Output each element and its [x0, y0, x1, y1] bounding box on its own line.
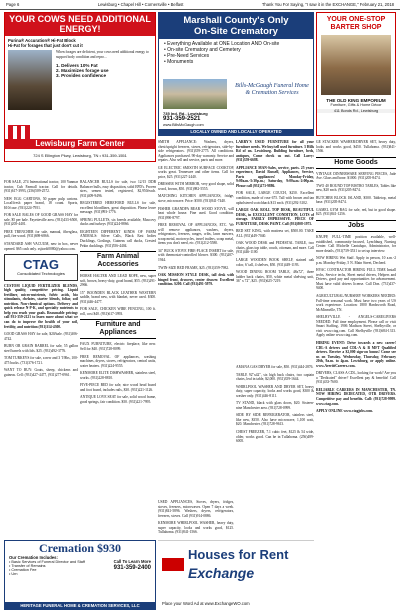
classified-ad: FOR SALE, LARGE COUCH, $250. Excellent condition, made of rose 675. Tall with brown and tan upholstered scotchback $13 each. (931)292-3102. — [236, 191, 314, 205]
classified-ad: LARGE WOODEN BOOK SHELF, stained oak color, 6' tall, 4 shelves, $50. (931)449-1193. — [236, 258, 314, 267]
classified-ad: LARGE OAK ROLL TOP DESK, BEAUTIFUL DESK, in EXCELLENT CONDITION, LOTS of storage. FAIRLY IMPRESSIVE. PIECE OF FURNITURE, DESK PAINT. Call (931)808-1975. — [236, 208, 314, 226]
classified-ad: TABLE 92"x42", six high back chairs, two captain chairs, leaf in table, $2,000. (931)359-1644. — [236, 372, 314, 382]
classified-ad: BED SET KING, with mattress set, $500.00. TAKE ALL (931)449-7040. — [236, 229, 314, 238]
marshall-footer: LOCALLY OWNED AND LOCALLY OPERATED — [159, 129, 313, 135]
classified-ad: AGRICULTURAL/NURSERY WORKERS NEEDED: Full-time seasonal work. Must have two years of US work experience. Location: 1800 Hardsworth Road, McMinnville, TN. — [316, 294, 396, 312]
marshall-list-4: • Monuments — [164, 59, 194, 65]
classified-ad: FOR SALE, 274 International tractor, 100 Yanmar tractor, Cub Farmall tractor. Call for details. (931)617-3993, (256)509-2572. — [4, 180, 78, 194]
classified-ad: WANT TO BUY: Goats, sheep, chickens and guineas. Cell: (931)427-4477, (931)277-0961. — [4, 368, 78, 377]
classified-ad: GAMEL GYM BAG for sale, red, but in good shape. $25. (931)841-1256. — [316, 207, 396, 217]
section-heading-jobs: Jobs — [316, 220, 396, 232]
barter-tagline: Furniture, Gifts & Home Décor — [330, 103, 382, 107]
cremation-title: Cremation $930 — [38, 541, 122, 555]
cows-ad-tagline: Hi-Fat for forages that just don't cut it — [8, 43, 83, 49]
classified-ad: LARRY'S USED FURNITURE for all your furniture needs. We buy/sell used furniture. 3 Hills Rd of on. Lewisburg. Building furniture, beds, antiques, Come check us out. Call Larry: (931)359-6688. — [236, 140, 314, 163]
cremation-phone: 931-359-2400 — [113, 565, 151, 571]
classified-ad: HIRING EVENT: Drive towards a new career! CDL-A drivers and CDL-A & B MFT Qualified drivers. Receive a $2,000 sign-on bonus! Come see us on Tuesday. Wednesday, Thursday, February 20th, 9a.m. to 4p.m. Lewisburg, or apply online. www.AverittCareers.com. — [316, 340, 396, 368]
classified-ad: SMITH APPLIANCE: Washers, dryers, chest/upright freezers, stoves, refrigerators, side-by-side refrigerators. (931)359-2775. All conditions. Appliances purchased. 90-day warranty. Service and repairs. Also sell and service, parts and more. — [158, 140, 234, 163]
classified-ad: STANDARD ASH VACUUM, new in box, never opened. $65 cash only. ssjiordi0080@yahoo.com. — [4, 242, 78, 251]
bills-mcgaugh-logo: Bills-McGaugh Funeral Home & Cremation Services — [235, 83, 309, 96]
classified-ad: FOR SALE BALES OF GOOD GRASS HAY for sale, $5 per bale. Fayetteville area. (931)433-6500, (931)205-4401. — [4, 213, 78, 227]
classified-ad: KNUPP, FULL-TIME position available, well-established, community-focused, Lynchburg Nursing Center. Call Michelle Cantalupo, Administrator, for more details, (931)739-3531 to set up interview. — [316, 235, 396, 253]
marshall-address: 735 Ind. Rd., Lewisburg — [163, 111, 208, 116]
classified-ad: APPLIANCE MAN-Sales, service, parts. 25 years experience, David Russell, Appliances, Service, Parts appliances! Monday-Friday, 9:00a.m.-5:30p.m.; Saturday, 9:00a.m.-2:00p.m. Please call (931)273-9886. — [236, 165, 314, 188]
farm-center-address: 724 S Ellington Pkwy, Lewisburg, TN • 931-359-1551 — [33, 153, 127, 158]
barter-title-2: BARTER SHOP — [330, 24, 382, 31]
cremation-item-3: • Cremation Fee — [9, 568, 37, 572]
store-photo — [321, 35, 391, 95]
classified-ad: TWO 40 ROUND TOP BISTRO TABLES, Tables like new, $20 each. (931)205-8474. — [316, 183, 396, 193]
classified-ad: 34" BUCK STOVE FIRE-PLACE INSERT for sale, with thermostat-controlled blower. $300. (931)207-1944. — [158, 248, 234, 263]
bills-mcgaugh-ad — [158, 12, 314, 136]
classified-ad: REGISTERED HEREFORD BULLS for sale, excellent bloodlines, great disposition. Please leave message. (931)993-1776. — [80, 201, 156, 215]
marshall-title-2: On-Site Crematory — [159, 26, 313, 39]
cremation-item-4: • Urn — [9, 572, 18, 576]
marshall-phone: 931-359-2521 — [163, 116, 201, 122]
barter-title-1: YOUR ONE-STOP — [326, 16, 386, 23]
cows-ad-point-3: 3. Provides confidence — [56, 73, 107, 78]
classified-ad: FISHER GRANDPA BEAR WOOD STOVE, will heat whole house. Fine used. Good condition. (931)990-8797. — [158, 206, 234, 220]
classified-ad: HORSE HALTER AND LEAD ROPE, new, super soft, brown, heavy-duty, good brand, $55. (931)291-2966. — [80, 274, 156, 288]
classified-ad: USED APPLIANCES, Stoves, dryers, fridges, stoves, freezers, microwaves. Open 7 days a week. (931)841-5896. Washers, dryers, refrigerators, freezers, stoves. Call (931)914-0886. — [158, 500, 234, 518]
cremation-call: Call To Learn More — [113, 559, 151, 564]
classified-ad: GOOD GRASS HAY for sale, $20/bale. (931)306-4742. — [4, 332, 78, 341]
heritage-name: HERITAGE FUNERAL HOME & CREMATION SERVICES, LLC — [5, 602, 155, 609]
classified-ad: BURN OR GRAIN BARREL for sale, 55 gallon steel barrels with lids. $25. (931)492-3776. — [4, 344, 78, 353]
farm-center-name: Lewisburg Farm Center — [5, 139, 155, 149]
marshall-list-3: • Pre-Need Services — [164, 53, 210, 59]
page-header — [0, 0, 400, 10]
classified-ad: SHELBYVILLE - ANGELS-CAREGIVERS NEEDED. Full time employment. Please call or visit Smart Staffing, 1906 Madison Street, Shelbyville, or visit www.ctag.com. Call Shelbyville (931)684-1313. Apply online www.ctag.com. — [316, 315, 396, 338]
cows-ad-body: When forages are deficient, your cows need additional energy to support body condition and repro... — [56, 50, 149, 59]
classified-ad: AMANA GAS DRYER for sale, $50. (931)444-2876. — [236, 365, 314, 369]
classified-ad: TWIN-SIZE BED FRAME, $25. (931)359-7982. — [158, 265, 229, 270]
section-heading-home: Home Goods — [316, 157, 396, 169]
classified-ad: RELIABLE CAREERS IN MANCHESTER, TN. NOW HIRING DEDICATED, OTR DRIVERS. Competitive pay and benefits. Call: (931)728-9999. www.ctag.com. — [316, 387, 396, 406]
cows-ad-subtitle: Purina® Accuration® Hi-Fat Block — [8, 38, 76, 44]
barter-address: 411 Bonds Rd., Lewisburg — [317, 109, 395, 113]
classified-ad: NEW EGG CARTONS, 50 paper pulp cartons. Local/fresh paper brand, 18 count. Sports, $10/case. (931)224-7951. — [4, 196, 78, 210]
classified-ad: SPRING PULLETS, six breeds available, Muscovy ducks and turkeys (931)224-8866. — [80, 217, 156, 227]
paper-name: Lewisburg • Chapel Hill • Cornersville • Belfast — [97, 2, 184, 7]
classified-ad: 15" BOONDEN BLACK LEATHER WESTERN saddle, brand new, with blanket, never used. $300. (931)446-4477. — [80, 290, 156, 304]
classified-ad: BUTCHER BLOCK ISLAND, $500. Tabletop, metal base. (931)205-8474. — [316, 195, 396, 205]
classified-ad: FIVE-PIECE BED for sale, nice wood head board and foot board, includes rails, $30. (931)221-1126. — [80, 383, 156, 392]
cremation-item-2: • Transfer of Remains — [9, 564, 46, 568]
classified-ad: DRESSER WITH MIRROR, very good shape, solid wood, brown, $50. (931)982-5555. — [158, 182, 234, 191]
classified-ad: CHEST FREEZER, 7.1 cubic feet, $125 & 54 wide, older, works good. Can be in Tullahoma. (256)489-6005. — [236, 430, 314, 444]
marshall-website: www.BillsMcGaugh.com — [163, 123, 204, 127]
marshall-list-2: • On-site Crematory and Cemetery — [164, 47, 241, 53]
classified-ad: TOM TURKEYS for sale, a new and 3 '19lbs, 100-475 bucks. (731)376-1721. — [4, 356, 78, 365]
classified-ad: FREE REMOVAL OF APPLIANCES, ETC. We will remove appliances, washers, dryers, refrigerators, freezers, ranges, cribs, lawn mowers, scrap metal, motorcycles, travel trailers, scrap metal, items you don't need, etc. (931)212-5580. — [158, 223, 234, 246]
classified-ad: DRIVERS, CLASS A CDL, looking for work? Are you a "Dedicated" driver? Excellent pay & benefits! Call (931)433-7600. — [316, 371, 396, 385]
classified-ad: GE STACKER WASHER/DRYER SET, heavy duty, looks and works good, $450. Tullahoma. (931)841-1566. — [316, 140, 396, 154]
ctag-subtitle: Consolidated Technologies — [17, 271, 65, 277]
houses-title: Houses for Rent — [188, 547, 289, 562]
classified-ad: FOR SALE, CHICKEN WIRE FENCING, 100 ft. roll, cost $40. (931)617-3993. — [80, 307, 156, 316]
purina-cows-ad — [4, 12, 156, 162]
classified-ad: FAUX FURNITURE, electric fireplace, like new. Sell for $40. (931)728-8099. — [80, 342, 156, 352]
cows-ad-point-2: 2. Maximizes forage use — [56, 68, 109, 73]
cremation-item-1: • Basic Services of Funeral Director and Staff — [9, 560, 85, 564]
cows-ad-point-1: 1. Delivers 10% Fat — [56, 63, 98, 68]
classified-ad: VINTAGE DINNERWARE SERVING PIECES, Jade Ave. Glass and bone. $1000. (931)205-8474. — [316, 171, 396, 181]
column-5 — [316, 140, 396, 610]
page-number: Page 6 — [6, 2, 20, 7]
classified-ad: OAK MISSION STYLE DESK, tall desk with hinged front, drawers, center drawer. Excellent condition. $200. Call (931)491-5979. — [158, 273, 234, 287]
classified-ad: NOW HIRING Wet Staff. Apply in person, 10 a.m.-2 p.m. Monday-Friday, 5 N. Main Street, Decherd. — [316, 256, 396, 265]
houses-for-rent-ad — [158, 540, 314, 610]
column-4 — [236, 140, 314, 360]
ctag-ad — [4, 254, 78, 281]
section-heading-furniture: Furniture and Appliances — [80, 319, 156, 339]
cremation-includes: Our Cremation Includes: — [9, 555, 58, 560]
cow-photo — [8, 50, 52, 110]
marshall-title-1: Marshall County's Only — [159, 13, 313, 26]
classified-ad: CUSTOM LIQUID FERTILIZER BLENDS, high quality, competitive pricing. Liquid fertilizer, micro-nutrients, fulvic acids, bio stimulants, chelates, starter blends, foliar, soil nutrition. Non-chemical options. Delivery and quick release N-P-K, and specialty nutrients to help you reach your goals. Reasonable pricing: call 931-359-2121 to learn more about what we can do to improve the health of your soil, fertility, and nutrition (931)314-4300. — [4, 283, 78, 329]
houses-footer: Place your Word Ad at www.ExchangeWO.com — [162, 601, 250, 606]
cows-ad-title: YOUR COWS NEED ADDITIONAL ENERGY! — [5, 13, 155, 36]
barter-shop-ad — [316, 12, 396, 136]
classified-ad: HVAC CONTRACTOR HIRING FULL TIME Install techs, Service techs, Sheet metal drivers, Helpers and Drivers, good pay and opportunities for advancement. Must have valid drivers license. Call Don. (731)437-9400. — [316, 268, 396, 291]
section-heading-farm: Farm Animal Accessories — [80, 251, 156, 271]
classified-ad: SIDE BY SIDE REFRIGERATOR, stainless steel, like new, $350. Also have microwave, 1,100 watt, $20. Manchester. (931)728-9613. — [236, 413, 314, 427]
issue-date: Thank You For Saying, "I saw it in the EXCHANGE," February 21, 2018 — [261, 2, 394, 7]
classified-ad: BALANCER BULLS for sale, two 12/15 DDB Balancer bulls, easy disposition, solid EPD's. Proven sires, semen tested, registered, $2,950/each. (931)409-9496. — [80, 180, 156, 198]
classified-ad: APPLY ONLINE www.ctagjobs.com. — [316, 409, 373, 414]
column-3 — [158, 140, 234, 500]
house-illustration — [162, 549, 184, 571]
classified-ad: MATCHING KITCHEN APPLIANCES, fridge, stove, microwave. Price: $500. (931)841-7440. — [158, 194, 234, 204]
ctag-logo: CTAG — [23, 257, 59, 273]
marshall-list-1: • Everything Available at ONE Location AND On-site — [164, 41, 280, 47]
funeral-home-photo — [163, 79, 227, 109]
classified-ad: WHIRLPOOL WASHER AND DRYER SET, heavy duty, super capacity, looks and works good, $300 & washer only. (931)446-8111. — [236, 384, 314, 398]
barter-store-name: THE OLD KING EMPORIUM — [326, 98, 386, 103]
classified-ad: KENMORE WHIRLPOOL WASHER, heavy duty, super capacity, looks and works good, $125. Tullahoma. (931)841-1566. — [158, 521, 234, 535]
heritage-cremation-ad — [4, 540, 156, 610]
classified-ad: FREE REMOVAL OF appliances, washing machines, dryers, stoves, refrigerators, central units, water heaters. (931)224-9555. — [80, 354, 156, 368]
classified-ad: EIGHTEEN DIFFERENT KINDS OF FARM ANIMALS: Silver Calls, Black East Indies Ducklings, Goslings, Guineas call ducks, Crested Pekin ducklings. (931)556-4404. — [80, 229, 156, 248]
classified-ad: GE ELECTRIC SMOOTH SURFACE COOKTOP, works great. Tennessee and other items. Call for price, $25. (931)227-2440. — [158, 165, 234, 179]
exchange-logo: Exchange — [188, 565, 255, 581]
classified-ad: KENMORE ELITE DISHWASHER, stainless steel, works. (931)228-8810. — [80, 371, 156, 380]
classified-ad: OAK WOOD DESK and PEDESTAL TABLE, two chairs, glass top table, couch, ottoman, and more. Call (931)446-1100. — [236, 241, 314, 255]
classified-ad: FREE TRENCHER for sale, manual, fiberglass, pull, fire wood. (931)698-6866. — [4, 229, 78, 239]
classified-ad: ANTIQUE LOVE SEAT for sale, solid wood frame, good springs, fair condition. $50. (931)221-7995. — [80, 395, 156, 404]
classified-ad: WOOD DINING ROOM TABLE, 48x72", three ladder back chairs, $50, white metal shelving unit, 36" x 72", $25. (931)625-7219. — [236, 270, 314, 284]
classified-ad: TV STAND, black with glass doors, $20. Sixteen-nine Manchester area. (931)728-0999. — [236, 401, 314, 410]
